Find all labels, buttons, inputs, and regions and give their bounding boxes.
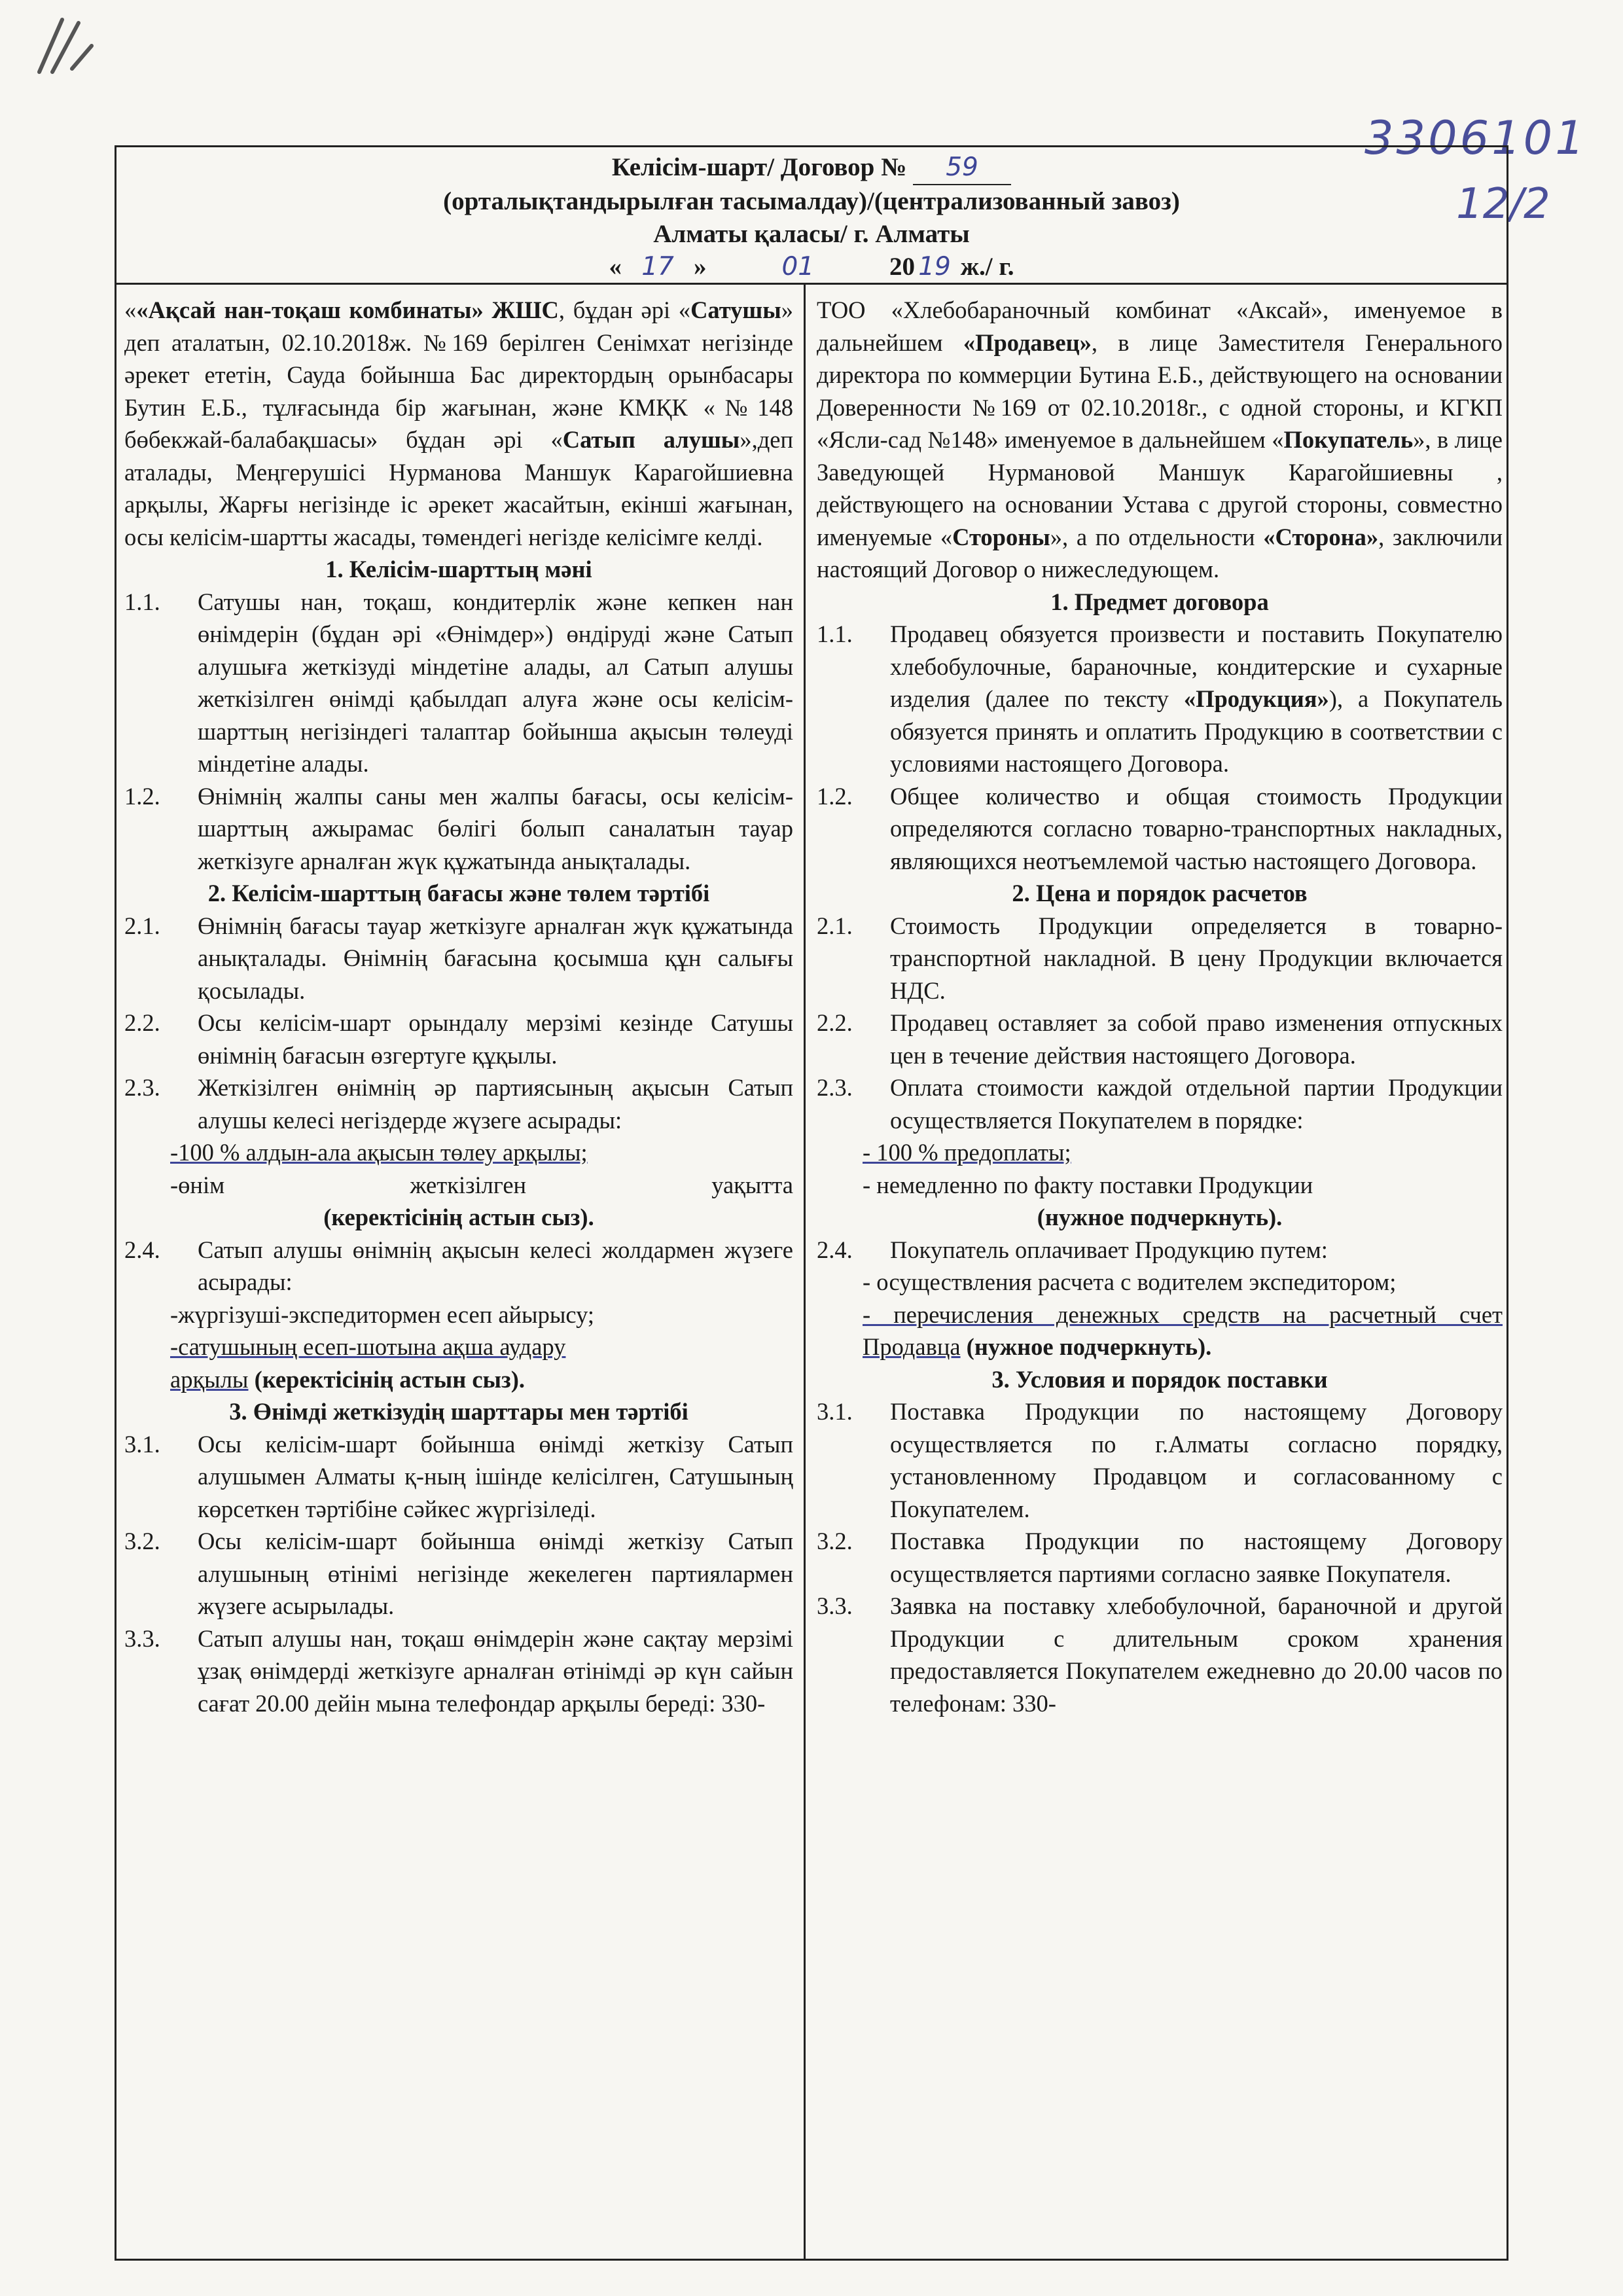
kk-clause-1-2: 1.2. Өнімнің жалпы саны мен жалпы бағасы, осы келісім-шарттың ажырамас бөлігі болып саналатын тауар жеткізуге арналған жүк құжатында анықталады. — [124, 782, 793, 874]
kk-option-transfer-2: арқылы (керектісінің астын сыз). — [170, 1365, 526, 1393]
ru-underline-note-1: (нужное подчеркнуть). — [1037, 1204, 1283, 1230]
contract-date — [116, 251, 1507, 285]
kk-clause-2-1: 2.1. Өнімнің бағасы тауар жеткізуге арналған жүк құжатында анықталады. Өнімнің бағасына қосымша құн салығы қосылады. — [124, 912, 793, 1004]
ru-clause-3-2: 3.2. Поставка Продукции по настоящему Договору осуществляется партиями согласно заявке Покупателя. — [817, 1528, 1503, 1587]
kk-clause-3-2: 3.2. Осы келісім-шарт бойынша өнімді жеткізу Сатып алушының өтінімі негізінде жекелеген партиялармен жүзеге асырылады. — [124, 1528, 793, 1619]
kk-clause-2-3: 2.3. Жеткізілген өнімнің әр партиясының ақысын Сатып алушы келесі негіздерде жүзеге асырады: — [124, 1074, 793, 1134]
contract-columns — [116, 285, 1507, 2261]
handwritten-number: 3306101 — [1364, 111, 1587, 165]
contract-number: 59 — [913, 151, 1011, 185]
date-tail: ж./ г. — [960, 253, 1014, 281]
date-year: 19 — [915, 251, 954, 285]
date-quote-open: « — [609, 253, 622, 281]
ru-clause-1-2: 1.2. Общее количество и общая стоимость Продукции определяются согласно товарно-транспортных накладных, являющихся неотъемлемой частью настоящего Договора. — [817, 782, 1503, 874]
contract-header — [116, 147, 1507, 285]
kk-section-1-title: 1. Келісім-шарттың мәні — [325, 556, 592, 583]
ru-clause-2-4: 2.4. Покупатель оплачивает Продукцию путем: — [817, 1236, 1328, 1263]
ru-option-prepay: - 100 % предоплаты; — [863, 1139, 1071, 1166]
kk-clause-3-1: 3.1. Осы келісім-шарт бойынша өнімді жеткізу Сатып алушымен Алматы қ-ның ішінде келісілген, Сатушының көрсеткен тәртібіне сәйкес жүргізіледі. — [124, 1430, 793, 1522]
ru-option-on-delivery: - немедленно по факту поставки Продукции — [863, 1171, 1313, 1198]
kk-clause-1-1: 1.1. Сатушы нан, тоқаш, кондитерлік және кепкен нан өнімдерін (бұдан әрі «Өнімдер») өндіруді және Сатып алушыға жеткізуді міндетіне алады, ал Сатып алушы жеткізілген өнімді қабылдап алуға және осы келісім-шарттың негізіндегі талаптар бойынша ақысын төлеуді міндетіне алады. — [124, 588, 793, 777]
russian-column — [817, 294, 1503, 1719]
ru-clause-1-1: 1.1. Продавец обязуется произвести и поставить Покупателю хлебобулочные, бараночные, кондитерские и сухарные изделия (далее по тексту «Продукция»), а Покупатель обязуется принять и оплатить Продукцию в соответствии с условиями настоящего Договора. — [817, 620, 1503, 777]
kk-clause-2-4: 2.4. Сатып алушы өнімнің ақысын келесі жолдармен жүзеге асырады: — [124, 1236, 793, 1295]
ru-option-driver: - осуществления расчета с водителем экспедитором; — [863, 1268, 1397, 1295]
kk-section-3-title: 3. Өнімді жеткізудің шарттары мен тәртібі — [229, 1398, 688, 1425]
kk-clause-2-2: 2.2. Осы келісім-шарт орындалу мерзімі кезінде Сатушы өнімнің бағасын өзгертуге құқылы. — [124, 1009, 793, 1069]
pen-scribble-mark — [26, 7, 105, 85]
kk-option-transfer: -сатушының есеп-шотына ақша аудару — [170, 1333, 566, 1360]
handwritten-fraction: 12/2 — [1456, 180, 1550, 228]
kk-section-2-title: 2. Келісім-шарттың бағасы және төлем тәртібі — [207, 880, 710, 906]
ru-clause-2-1: 2.1. Стоимость Продукции определяется в товарно-транспортной накладной. В цену Продукции включается НДС. — [817, 912, 1503, 1004]
kk-clause-3-3: 3.3. Сатып алушы нан, тоқаш өнімдерін және сақтау мерзімі ұзақ өнімдерді жеткізуге арналған өтінімді әр күн сайын сағат 20.00 дейін мына телефондар арқылы береді: 330- — [124, 1624, 793, 1717]
ru-clause-3-1: 3.1. Поставка Продукции по настоящему Договору осуществляется по г.Алматы согласно порядку, установленному Продавцом и согласованному с Покупателем. — [817, 1398, 1503, 1522]
header-line-1 — [116, 151, 1507, 185]
date-year-prefix: 20 — [889, 253, 916, 281]
date-day: 17 — [622, 251, 694, 285]
column-divider — [804, 285, 806, 2261]
ru-option-transfer: - перечисления денежных средств на расчетный счет Продавца (нужное подчеркнуть). — [863, 1300, 1503, 1360]
ru-section-3-title: 3. Условия и порядок поставки — [991, 1365, 1328, 1393]
date-quote-close: » — [694, 253, 707, 281]
kazakh-column — [124, 294, 793, 1719]
contract-title: Келісім-шарт/ Договор № — [611, 153, 907, 181]
ru-clause-3-3: 3.3. Заявка на поставку хлебобулочной, бараночной и другой Продукции с длительным сроком хранения предоставляется Покупателем ежедневно до 20.00 часов по телефонам: 330- — [817, 1592, 1503, 1717]
header-line-3: Алматы қаласы/ г. Алматы — [653, 220, 970, 248]
ru-intro: ТОО «Хлебобараночный комбинат «Аксай», именуемое в дальнейшем «Продавец», в лице Заместителя Генерального директора по коммерции Бутина Е.Б., действующего на основании Доверенности №169 от 02.10.2018г., с одной стороны, и КГКП «Ясли-сад №148» именуемое в дальнейшем «Покупатель», в лице Заведующей Нурмановой Маншук Карагойшиевны , действующего на основании Устава с другой стороны, совместно именуемые «Стороны», а по отдельности «Сторона», заключили настоящий Договор о нижеследующем. — [817, 296, 1503, 583]
kk-underline-note-1: (керектісінің астын сыз). — [323, 1204, 594, 1230]
ru-clause-2-2: 2.2. Продавец оставляет за собой право изменения отпускных цен в течение действия настоящего Договора. — [817, 1009, 1503, 1069]
ru-section-1-title: 1. Предмет договора — [1050, 588, 1269, 615]
header-line-2: (орталықтандырылған тасымалдау)/(централизованный завоз) — [443, 187, 1180, 215]
kk-option-on-delivery: -өнім жеткізілген уақытта — [170, 1171, 793, 1198]
date-month: 01 — [713, 251, 883, 285]
kk-option-driver: -жүргізуші-экспедитормен есеп айырысу; — [170, 1300, 594, 1328]
contract-document — [115, 145, 1508, 2261]
ru-clause-2-3: 2.3. Оплата стоимости каждой отдельной партии Продукции осуществляется Покупателем в порядке: — [817, 1074, 1503, 1134]
kk-intro: ««Ақсай нан-тоқаш комбинаты» ЖШС, бұдан әрі «Сатушы» деп аталатын, 02.10.2018ж. №169 берілген Сенімхат негізінде әрекет ететін, Сауда бойынша Бас директордың орынбасары Бутин Е.Б., тұлғасында бір жағынан, және КМҚК «№148 бөбекжай-балабақшасы» бұдан әрі «Сатып алушы»,деп аталады, Меңгерушісі Нурманова Маншук Карагойшиевна арқылы, Жарғы негізінде іс әрекет жасайтын, екінші жағынан, осы келісім-шартты жасады, төмендегі негізде келісімге келді. — [124, 296, 793, 550]
ru-section-2-title: 2. Цена и порядок расчетов — [1012, 880, 1308, 906]
kk-option-prepay: -100 % алдын-ала ақысын төлеу арқылы; — [170, 1139, 588, 1166]
